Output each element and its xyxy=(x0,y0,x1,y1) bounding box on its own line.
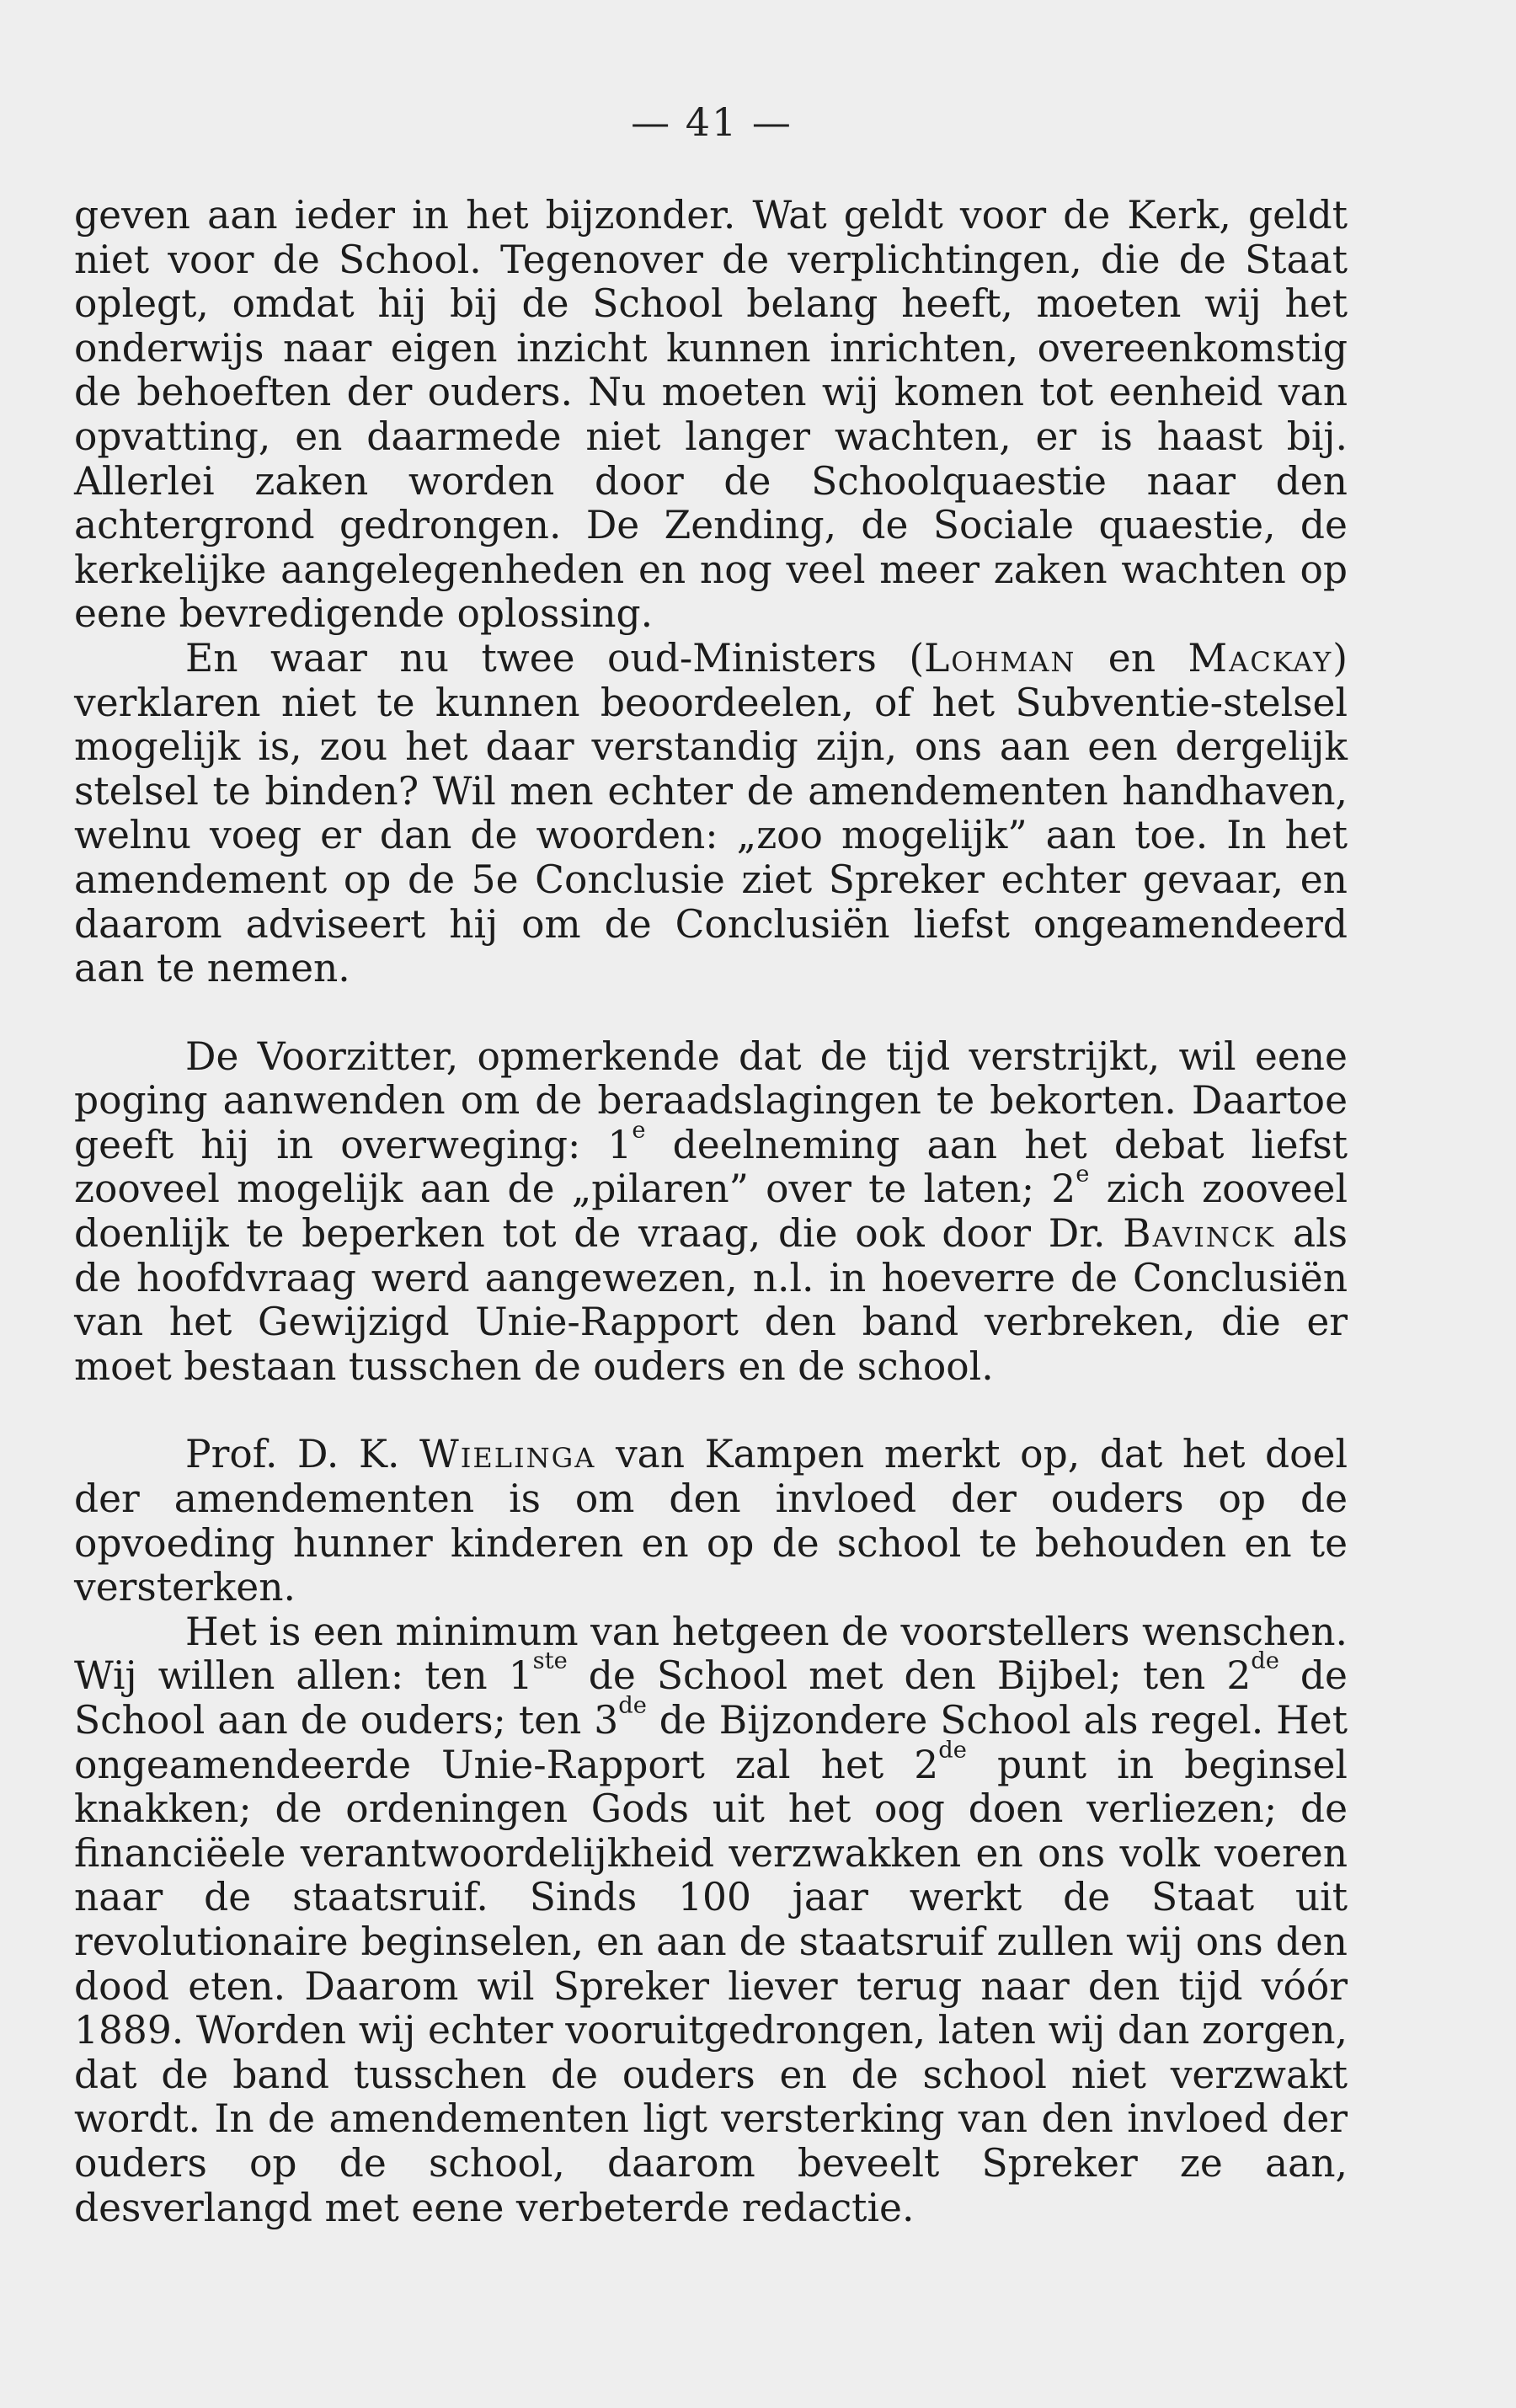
ordinal-superscript: de xyxy=(938,1737,967,1764)
paragraph-1: geven aan ieder in het bijzonder. Wat geldt voor de Kerk, geldt niet voor de School. Tegenover de verplichtingen, die de Staat oplegt, omdat hij bij de School belang heeft, moeten wij het onderwijs naar eigen inzicht kunnen inrichten, overeenkomstig de behoeften der ouders. Nu moeten wij komen tot eenheid van opvatting, en daarmede niet langer wachten, er is haast bij. Allerlei zaken worden door de Schoolquaestie naar den achtergrond gedrongen. De Zending, de Sociale quaestie, de kerkelijke aangelegenheden en nog veel meer zaken wachten op eene bevredigende oplossing. xyxy=(74,193,1348,637)
page-number: — 41 — xyxy=(631,99,793,145)
text-run: Het is een minimum van hetgeen de voorstellers wenschen. Wij willen allen: ten 1 xyxy=(74,1609,1348,1699)
ordinal-superscript: e xyxy=(1076,1161,1090,1188)
paragraph-4 xyxy=(74,1433,1348,1610)
text-run: zich zooveel doenlijk te beperken tot de vraag, die ook door Dr. xyxy=(74,1167,1348,1257)
ordinal-superscript: de xyxy=(618,1692,647,1719)
text-run: de School aan de ouders; ten 3 xyxy=(74,1653,1348,1743)
person-name-lohman: Lohman xyxy=(924,635,1076,681)
text-run: de School met den Bijbel; ten 2 xyxy=(567,1653,1252,1699)
paragraph-3 xyxy=(74,1035,1348,1390)
body-text xyxy=(74,194,1348,2230)
text-run: punt in beginsel knakken; de ordeningen Gods uit het oog doen verliezen; de financiëele verantwoordelijkheid verzwakken en ons volk voeren naar de staatsruif. Sinds 100 jaar werkt de Staat uit revolutionaire beginselen, en aan de staatsruif zullen wij ons den dood eten. Daarom wil Spreker liever terug naar den tijd vóór 1889. Worden wij echter vooruitgedrongen, laten wij dan zorgen, dat de band tusschen de ouders en de school niet verzwakt wordt. In de amendementen ligt versterking van den invloed der ouders op de school, daarom beveelt Spreker ze aan, desverlangd met eene verbeterde redactie. xyxy=(74,1742,1348,2230)
ordinal-superscript: e xyxy=(632,1117,646,1144)
text-run: als de hoofdvraag werd aangewezen, n.l. in hoeverre de Conclusiën van het Gewijzigd Unie-Rapport den band verbreken, die er moet bestaan tusschen de ouders en de school. xyxy=(74,1211,1348,1389)
text-run: deelneming aan het debat liefst zooveel mogelijk aan de „pilaren” over te laten; 2 xyxy=(74,1122,1348,1212)
text-run: De Voorzitter, opmerkende dat de tijd verstrijkt, wil eene poging aanwenden om de beraadslagingen te bekorten. Daartoe geeft hij in overweging: 1 xyxy=(74,1033,1348,1167)
text-run: en xyxy=(1076,635,1188,681)
paragraph-2 xyxy=(74,637,1348,991)
person-name-mackay: Mackay xyxy=(1188,635,1333,681)
text-run: Prof. D. K. xyxy=(185,1432,420,1477)
paragraph-5 xyxy=(74,1610,1348,2230)
person-name-wielinga: Wielinga xyxy=(419,1432,596,1477)
text-run: de Bijzondere School als regel. Het ongeamendeerde Unie-Rapport zal het 2 xyxy=(74,1698,1348,1787)
text-run: En waar nu twee oud-Ministers ( xyxy=(185,635,925,681)
text-run: ) verklaren niet te kunnen beoordeelen, of het Subventie-stelsel mogelijk is, zou het daar verstandig zijn, ons aan een dergelijk stelsel te binden? Wil men echter de amendementen handhaven, welnu voeg er dan de woorden: „zoo mogelijk” aan toe. In het amendement op de 5e Conclusie ziet Spreker echter gevaar, en daarom adviseert hij om de Conclusiën liefst ongeamendeerd aan te nemen. xyxy=(74,635,1348,991)
ordinal-superscript: de xyxy=(1251,1647,1279,1674)
person-name-bavinck: Bavinck xyxy=(1123,1211,1276,1257)
ordinal-superscript: ste xyxy=(532,1647,568,1674)
text-run: van Kampen merkt op, dat het doel der amendementen is om den invloed der ouders op de opvoeding hunner kinderen en op de school te behouden en te versterken. xyxy=(74,1432,1348,1610)
